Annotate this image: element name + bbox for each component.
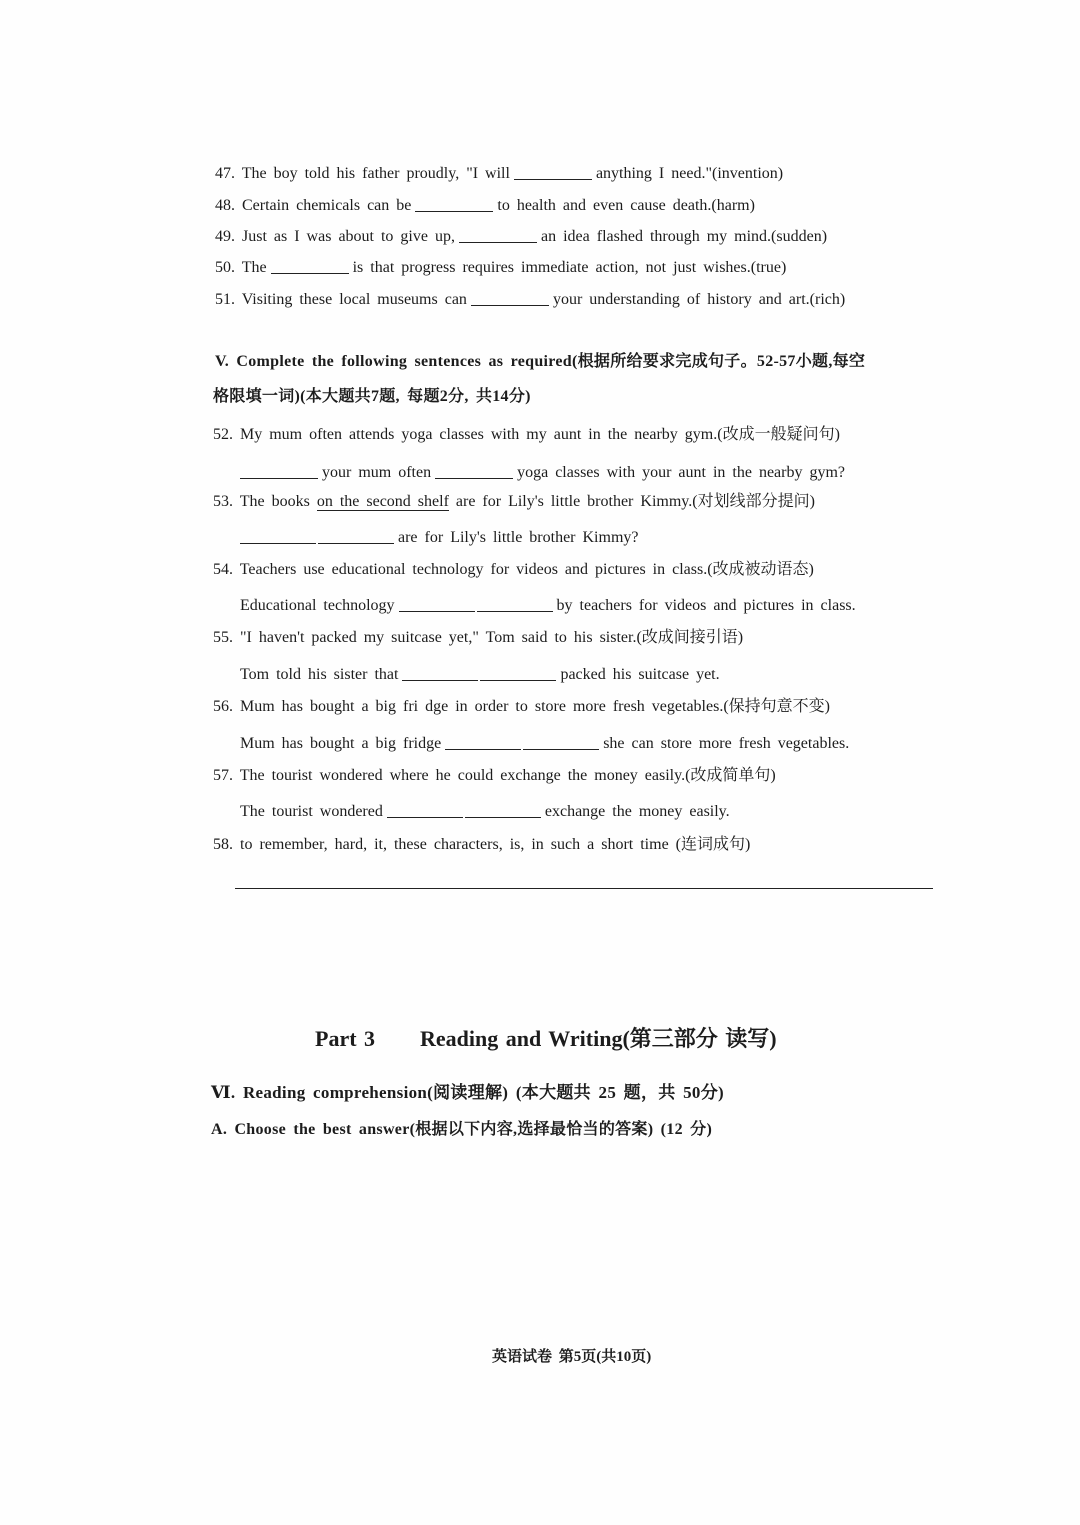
q52-blank-2[interactable] bbox=[435, 462, 513, 479]
question-51 bbox=[215, 289, 845, 310]
question-48 bbox=[215, 195, 755, 216]
q55-text-after: packed his suitcase yet. bbox=[560, 666, 720, 683]
q50-blank[interactable] bbox=[271, 257, 349, 274]
question-49 bbox=[215, 226, 827, 247]
section-5-heading-line2: 格限填一词)(本大题共7题, 每题2分, 共14分) bbox=[213, 388, 531, 405]
q54-blank-2[interactable] bbox=[477, 595, 553, 612]
section-5-heading-line1: V. Complete the following sentences as required(根据所给要求完成句子。52-57小题,每空 bbox=[215, 353, 866, 370]
section-6-heading: Ⅵ. Reading comprehension(阅读理解) (本大题共 25 题，共 50分) bbox=[211, 1083, 724, 1102]
question-56-prompt: 56. Mum has bought a big fri dge in order to store more fresh vegetables.(保持句意不变) bbox=[213, 698, 830, 715]
q57-blank-2[interactable] bbox=[465, 801, 541, 818]
q58-answer-line[interactable] bbox=[235, 888, 933, 889]
q49-text-after: an idea flashed through my mind.(sudden) bbox=[540, 228, 828, 245]
q51-blank[interactable] bbox=[471, 289, 549, 306]
q55-text-before: Tom told his sister that bbox=[240, 666, 399, 683]
q56-text-before: Mum has bought a big fridge bbox=[240, 735, 442, 752]
question-53-answer bbox=[240, 527, 638, 548]
q56-text-after: she can store more fresh vegetables. bbox=[603, 735, 850, 752]
q57-text-after: exchange the money easily. bbox=[544, 803, 730, 820]
question-50 bbox=[215, 257, 786, 278]
q54-text-after: by teachers for videos and pictures in class. bbox=[556, 597, 856, 614]
q57-blank-1[interactable] bbox=[387, 801, 463, 818]
question-52-answer bbox=[240, 462, 845, 483]
q56-blank-2[interactable] bbox=[523, 733, 599, 750]
page-footer: 英语试卷 第5页(共10页) bbox=[492, 1349, 652, 1365]
q56-blank-1[interactable] bbox=[445, 733, 521, 750]
q48-text-before: 48. Certain chemicals can be bbox=[215, 197, 412, 214]
q54-text-before: Educational technology bbox=[240, 597, 395, 614]
part-3-title: Reading and Writing(第三部分 读写) bbox=[420, 1026, 777, 1051]
q47-text-after: anything I need."(invention) bbox=[595, 165, 784, 182]
question-53-prompt bbox=[213, 492, 815, 512]
q55-blank-1[interactable] bbox=[402, 664, 478, 681]
q48-text-after: to health and even cause death.(harm) bbox=[497, 197, 755, 214]
q49-blank[interactable] bbox=[459, 226, 537, 243]
q49-text-before: 49. Just as I was about to give up, bbox=[215, 228, 455, 245]
q55-blank-2[interactable] bbox=[480, 664, 556, 681]
q52-text-mid: your mum often bbox=[322, 464, 432, 481]
question-57-prompt: 57. The tourist wondered where he could exchange the money easily.(改成简单句) bbox=[213, 767, 776, 784]
q53-text-pre: 53. The books bbox=[213, 493, 310, 510]
q57-text-before: The tourist wondered bbox=[240, 803, 383, 820]
q51-text-after: your understanding of history and art.(rich) bbox=[552, 291, 846, 308]
question-52-prompt: 52. My mum often attends yoga classes with my aunt in the nearby gym.(改成一般疑问句) bbox=[213, 426, 840, 443]
part-3-label: Part 3 bbox=[315, 1026, 376, 1051]
question-54-answer bbox=[240, 595, 856, 616]
question-58-prompt: 58. to remember, hard, it, these characters, is, in such a short time (连词成句) bbox=[213, 836, 751, 853]
q54-blank-1[interactable] bbox=[399, 595, 475, 612]
question-55-answer bbox=[240, 664, 720, 685]
section-a-heading: A. Choose the best answer(根据以下内容,选择最恰当的答案) (12 分) bbox=[211, 1121, 713, 1138]
q52-text-after: yoga classes with your aunt in the nearby gym? bbox=[517, 464, 846, 481]
q53-blank-2[interactable] bbox=[318, 527, 394, 544]
q53-underlined-phrase: on the second shelf bbox=[316, 493, 449, 510]
question-56-answer bbox=[240, 733, 849, 754]
q47-blank[interactable] bbox=[514, 163, 592, 180]
q53-blank-1[interactable] bbox=[240, 527, 316, 544]
q47-text-before: 47. The boy told his father proudly, "I will bbox=[215, 165, 510, 182]
q53-text-post: are for Lily's little brother Kimmy.(对划线部分提问) bbox=[455, 493, 815, 510]
q50-text-after: is that progress requires immediate action, not just wishes.(true) bbox=[352, 259, 787, 276]
question-54-prompt: 54. Teachers use educational technology for videos and pictures in class.(改成被动语态) bbox=[213, 561, 814, 578]
q53-text-after: are for Lily's little brother Kimmy? bbox=[398, 529, 639, 546]
question-47 bbox=[215, 163, 783, 184]
q48-blank[interactable] bbox=[415, 195, 493, 212]
question-55-prompt: 55. "I haven't packed my suitcase yet," Tom said to his sister.(改成间接引语) bbox=[213, 629, 744, 646]
q50-text-before: 50. The bbox=[215, 259, 267, 276]
question-57-answer bbox=[240, 801, 730, 822]
q52-blank-1[interactable] bbox=[240, 462, 318, 479]
q51-text-before: 51. Visiting these local museums can bbox=[215, 291, 467, 308]
